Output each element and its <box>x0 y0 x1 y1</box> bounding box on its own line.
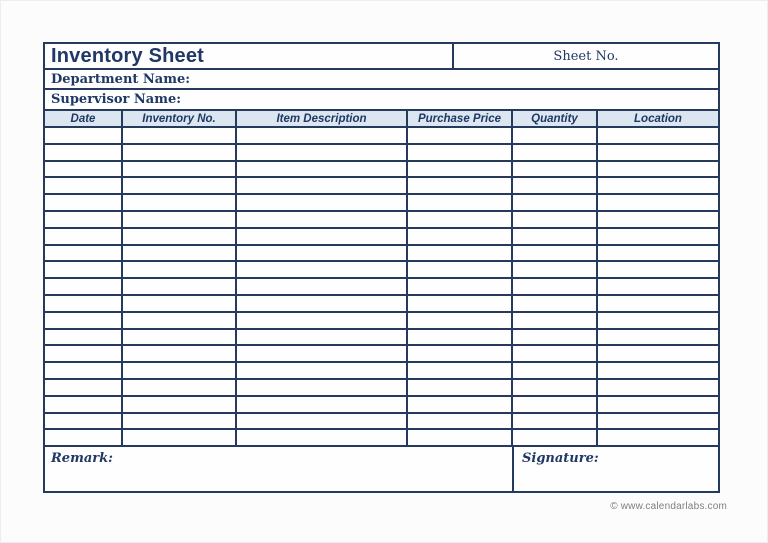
table-cell <box>408 380 513 395</box>
table-cell <box>45 346 123 361</box>
table-cell <box>408 195 513 210</box>
table-cell <box>513 430 598 445</box>
sheet-no-label: Sheet No. <box>553 48 619 64</box>
table-cell <box>513 162 598 177</box>
table-cell <box>237 262 408 277</box>
table-cell <box>513 212 598 227</box>
table-row <box>45 380 718 397</box>
table-cell <box>408 229 513 244</box>
table-cell <box>408 162 513 177</box>
table-cell <box>45 296 123 311</box>
table-cell <box>123 313 237 328</box>
table-cell <box>45 162 123 177</box>
table-cell <box>408 363 513 378</box>
table-cell <box>408 212 513 227</box>
column-header-purchase-price: Purchase Price <box>408 111 513 126</box>
table-cell <box>45 128 123 143</box>
table-cell <box>598 346 718 361</box>
table-cell <box>598 145 718 160</box>
table-row <box>45 313 718 330</box>
table-cell <box>45 363 123 378</box>
table-cell <box>45 279 123 294</box>
table-cell <box>237 128 408 143</box>
table-cell <box>598 363 718 378</box>
sheet-no-cell <box>452 44 718 68</box>
table-cell <box>237 279 408 294</box>
table-cell <box>237 246 408 261</box>
bottom-row <box>45 447 718 491</box>
table-cell <box>408 279 513 294</box>
table-cell <box>598 195 718 210</box>
table-cell <box>513 380 598 395</box>
table-cell <box>408 296 513 311</box>
table-cell <box>598 397 718 412</box>
table-row <box>45 330 718 347</box>
table-cell <box>123 262 237 277</box>
table-cell <box>237 430 408 445</box>
table-cell <box>598 414 718 429</box>
table-cell <box>123 212 237 227</box>
column-header-date: Date <box>45 111 123 126</box>
table-cell <box>513 195 598 210</box>
table-cell <box>598 229 718 244</box>
table-cell <box>237 346 408 361</box>
table-cell <box>598 246 718 261</box>
table-cell <box>123 145 237 160</box>
signature-cell <box>512 447 718 491</box>
table-cell <box>408 313 513 328</box>
table-cell <box>598 430 718 445</box>
table-row <box>45 279 718 296</box>
table-cell <box>598 212 718 227</box>
table-cell <box>45 246 123 261</box>
table-row <box>45 414 718 431</box>
table-cell <box>598 178 718 193</box>
table-row <box>45 262 718 279</box>
department-name-row <box>45 70 718 90</box>
table-cell <box>123 229 237 244</box>
table-cell <box>45 195 123 210</box>
table-cell <box>408 414 513 429</box>
table-cell <box>123 296 237 311</box>
table-cell <box>237 212 408 227</box>
table-cell <box>45 262 123 277</box>
table-cell <box>513 313 598 328</box>
signature-label: Signature: <box>522 451 599 466</box>
table-cell <box>513 229 598 244</box>
column-header-inventory-no: Inventory No. <box>123 111 237 126</box>
table-row <box>45 363 718 380</box>
footer-credit: © www.calendarlabs.com <box>610 501 727 512</box>
table-cell <box>408 330 513 345</box>
title-cell <box>45 44 452 68</box>
table-cell <box>513 128 598 143</box>
table-cell <box>237 178 408 193</box>
table-cell <box>513 363 598 378</box>
table-cell <box>123 128 237 143</box>
table-cell <box>123 414 237 429</box>
table-row <box>45 246 718 263</box>
table-cell <box>45 145 123 160</box>
department-name-label: Department Name: <box>51 71 191 87</box>
table-cell <box>123 363 237 378</box>
table-cell <box>513 397 598 412</box>
table-cell <box>45 380 123 395</box>
table-cell <box>237 145 408 160</box>
table-cell <box>513 246 598 261</box>
table-cell <box>45 430 123 445</box>
column-header-item-description: Item Description <box>237 111 408 126</box>
table-cell <box>408 397 513 412</box>
table-cell <box>45 313 123 328</box>
table-cell <box>513 145 598 160</box>
table-row <box>45 195 718 212</box>
table-cell <box>513 330 598 345</box>
table-body <box>45 128 718 447</box>
table-row <box>45 178 718 195</box>
table-cell <box>408 145 513 160</box>
table-cell <box>408 430 513 445</box>
table-cell <box>237 380 408 395</box>
table-row <box>45 397 718 414</box>
table-cell <box>123 246 237 261</box>
table-cell <box>123 346 237 361</box>
table-cell <box>598 128 718 143</box>
inventory-sheet-form <box>43 42 720 493</box>
table-cell <box>598 296 718 311</box>
remark-label: Remark: <box>51 451 113 466</box>
table-row <box>45 162 718 179</box>
table-cell <box>598 279 718 294</box>
table-row <box>45 229 718 246</box>
table-cell <box>598 313 718 328</box>
table-row <box>45 128 718 145</box>
table-cell <box>598 162 718 177</box>
column-header-quantity: Quantity <box>513 111 598 126</box>
table-cell <box>408 346 513 361</box>
table-cell <box>237 229 408 244</box>
table-cell <box>408 178 513 193</box>
table-cell <box>513 279 598 294</box>
table-cell <box>123 279 237 294</box>
table-cell <box>123 380 237 395</box>
table-cell <box>237 195 408 210</box>
table-row <box>45 346 718 363</box>
table-cell <box>123 430 237 445</box>
table-row <box>45 296 718 313</box>
table-cell <box>45 397 123 412</box>
table-row <box>45 430 718 447</box>
table-cell <box>45 178 123 193</box>
table-cell <box>513 262 598 277</box>
page-title: Inventory Sheet <box>51 45 205 67</box>
table-cell <box>45 229 123 244</box>
table-cell <box>598 380 718 395</box>
table-cell <box>408 128 513 143</box>
table-cell <box>237 414 408 429</box>
table-cell <box>408 246 513 261</box>
table-cell <box>123 397 237 412</box>
supervisor-name-row <box>45 90 718 111</box>
table-cell <box>45 414 123 429</box>
table-cell <box>123 162 237 177</box>
table-row <box>45 212 718 229</box>
table-header-row <box>45 111 718 128</box>
table-cell <box>237 162 408 177</box>
table-cell <box>123 330 237 345</box>
table-cell <box>237 313 408 328</box>
table-cell <box>45 212 123 227</box>
table-cell <box>513 346 598 361</box>
title-row <box>45 44 718 70</box>
table-cell <box>45 330 123 345</box>
table-row <box>45 145 718 162</box>
supervisor-name-label: Supervisor Name: <box>51 92 182 107</box>
table-cell <box>237 397 408 412</box>
table-cell <box>513 296 598 311</box>
table-cell <box>237 296 408 311</box>
table-cell <box>237 363 408 378</box>
remark-cell <box>45 447 512 491</box>
table-cell <box>408 262 513 277</box>
table-cell <box>513 178 598 193</box>
column-header-location: Location <box>634 112 682 125</box>
table-cell <box>598 262 718 277</box>
table-cell <box>513 414 598 429</box>
table-cell <box>123 178 237 193</box>
table-cell <box>598 330 718 345</box>
table-cell <box>123 195 237 210</box>
table-cell <box>237 330 408 345</box>
